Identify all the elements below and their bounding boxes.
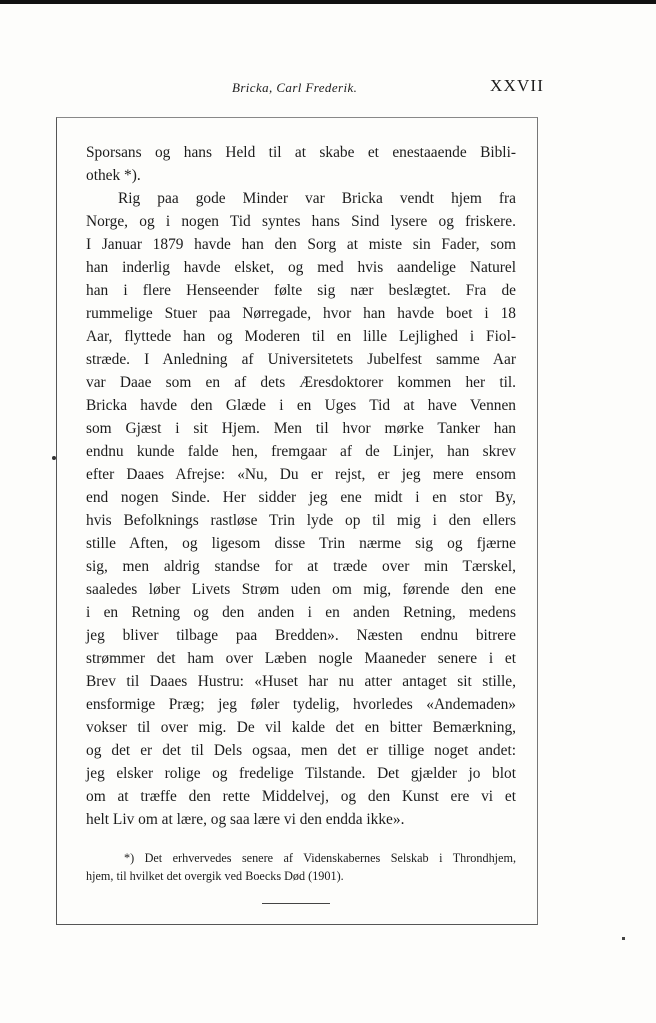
body-line: othek *). xyxy=(86,167,141,184)
running-title: Bricka, Carl Frederik. xyxy=(232,80,358,95)
body-line: jeg bliver tilbage paa Bredden». Næsten endnu bitrere xyxy=(86,627,516,644)
body-line: ensformige Præg; jeg føler tydelig, hvorledes «Andemaden» xyxy=(86,696,516,713)
body-line: efter Daaes Afrejse: «Nu, Du er rejst, er jeg mere ensom xyxy=(86,466,516,483)
edge-dot xyxy=(622,937,625,940)
end-rule xyxy=(262,903,330,904)
body-line: Bricka havde den Glæde i en Uges Tid at have Vennen xyxy=(86,397,516,414)
body-line: i en Retning og den anden i en anden Retning, medens xyxy=(86,604,516,621)
body-line: hvis Befolknings rastløse Trin lyde op til mig i den ellers xyxy=(86,512,516,529)
footnote-line: hjem, til hvilket det overgik ved Boecks Død (1901). xyxy=(86,869,344,883)
scan-top-edge xyxy=(0,0,656,4)
body-line: stille Aften, og ligesom disse Trin nærme sig og fjærne xyxy=(86,535,516,552)
body-line: I Januar 1879 havde han den Sorg at miste sin Fader, som xyxy=(86,236,516,253)
body-line: Rig paa gode Minder var Bricka vendt hjem fra xyxy=(118,190,516,207)
page-number: XXVII xyxy=(490,76,545,95)
body-line: vokser til over mig. De vil kalde det en bitter Bemærkning, xyxy=(86,719,516,736)
body-line: om at træffe den rette Middelvej, og den Kunst ere vi et xyxy=(86,788,516,805)
body-line: som Gjæst i sit Hjem. Men til hvor mørke Tanker han xyxy=(86,420,516,437)
body-line: han inderlig havde elsket, og med hvis aandelige Naturel xyxy=(86,259,516,276)
body-line: Brev til Daaes Hustru: «Huset har nu atter antaget sit stille, xyxy=(86,673,516,690)
body-line: han i flere Henseender følte sig nær beslægtet. Fra de xyxy=(86,282,516,299)
footnote-line: *) Det erhvervedes senere af Videnskabernes Selskab i Throndhjem, xyxy=(124,851,516,865)
body-line: endnu kunde falde hen, fremgaar af de Linjer, han skrev xyxy=(86,443,516,460)
body-line: Norge, og i nogen Tid syntes hans Sind lysere og friskere. xyxy=(86,213,516,230)
body-line: helt Liv om at lære, og saa lære vi den endda ikke». xyxy=(86,811,405,828)
body-line: jeg elsker rolige og fredelige Tilstande. Det gjælder jo blot xyxy=(86,765,516,782)
body-line: var Daae som en af dets Æresdoktorer kommen her til. xyxy=(86,374,516,391)
margin-dot xyxy=(52,456,56,460)
body-line: Aar, flyttede han og Moderen til en lille Lejlighed i Fiol- xyxy=(86,328,516,345)
body-line: sig, men aldrig standse for at træde over min Tærskel, xyxy=(86,558,516,575)
body-line: strømmer det ham over Læben nogle Maaneder senere i et xyxy=(86,650,516,667)
body-line: end nogen Sinde. Her sidder jeg ene midt i en stor By, xyxy=(86,489,516,506)
body-line: saaledes løber Livets Strøm uden om mig, førende den ene xyxy=(86,581,516,598)
body-line: og det er det til Dels ogsaa, men det er tillige noget andet: xyxy=(86,742,516,759)
body-line: rummelige Stuer paa Nørregade, hvor han havde boet i 18 xyxy=(86,305,516,322)
body-line: Sporsans og hans Held til at skabe et enestaaende Bibli- xyxy=(86,144,516,161)
body-line: stræde. I Anledning af Universitetets Jubelfest samme Aar xyxy=(86,351,516,368)
